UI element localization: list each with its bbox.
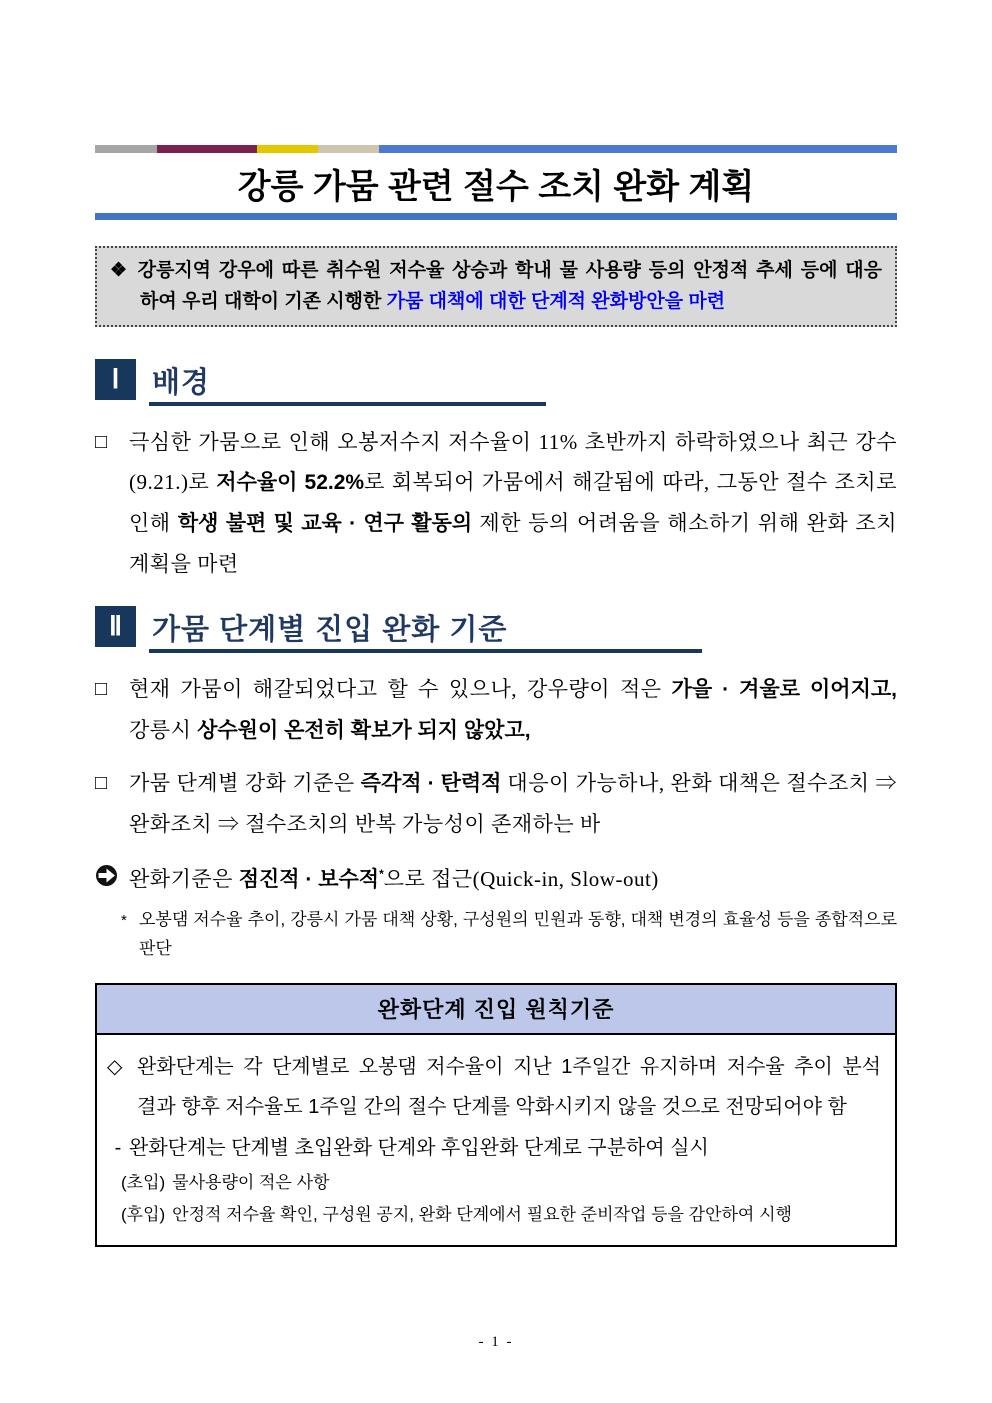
section-2-paragraph-1	[95, 669, 897, 751]
text-run: 점진적 · 보수적	[238, 868, 380, 891]
text-run: 가뭄 단계별 강화 기준은	[129, 771, 361, 795]
label-prefix: (초입)	[121, 1173, 166, 1192]
section-1-title: 배경	[149, 359, 546, 406]
principle-item-text: 완화단계는 단계별 초입완화 단계와 후입완화 단계로 구분하여 실시	[129, 1137, 709, 1159]
page-content	[95, 145, 897, 1247]
principle-item	[107, 1199, 881, 1231]
principle-box-header: 완화단계 진입 원칙기준	[97, 985, 895, 1035]
footnote-text: 오봉댐 저수율 추이, 강릉시 가뭄 대책 상황, 구성원의 민원과 동향, 대책 변경의 효율성 등을 종합적으로 판단	[139, 910, 897, 958]
principle-box	[95, 983, 897, 1247]
label-prefix: (후입)	[121, 1205, 166, 1224]
color-bar-segment	[379, 145, 897, 153]
text-run: 제한 등의 어려움을 해소하기 위해 완화 조치 계획을 마련	[129, 511, 897, 576]
principle-item	[107, 1167, 881, 1199]
text-run: 강릉시	[129, 718, 198, 742]
top-color-bar	[95, 145, 897, 153]
color-bar-segment	[95, 145, 157, 153]
text-run: 현재 가뭄이 해갈되었다고 할 수 있으나, 강우량이 적은	[129, 677, 672, 701]
principle-box-body	[97, 1035, 895, 1245]
square-bullet-icon: □	[95, 678, 108, 700]
section-2-heading	[95, 606, 897, 653]
summary-box	[95, 246, 897, 327]
title-underline	[95, 213, 897, 220]
section-2-paragraph-2	[95, 763, 897, 844]
diamond-bullet-icon: ❖	[110, 260, 130, 281]
color-bar-segment	[318, 145, 379, 153]
text-run: 대응이 가능하나, 완화 대책은 절수조치 ⇒ 완화조치 ⇒ 절수조치의 반복 가능성이 존재하는 바	[129, 771, 897, 836]
section-1-heading	[95, 359, 897, 406]
text-run: 극심한 가뭄으로 인해 오봉저수지 저수율이 11% 초반까지 하락하였으나 최근 강수(9.21.)로	[129, 430, 897, 494]
principle-item-text: 완화단계는 각 단계별로 오봉댐 저수율이 지난 1주일간 유지하며 저수율 추이 분석 결과 향후 저수율도 1주일 간의 절수 단계를 악화시키지 않을 것으로 전망되어야 함	[137, 1056, 881, 1118]
page-title: 강릉 가뭄 관련 절수 조치 완화 계획	[237, 168, 755, 206]
text-run: 으로 접근(Quick-in, Slow-out)	[383, 867, 659, 891]
text-run: 가을 · 겨울로 이어지고,	[671, 678, 897, 701]
dash-bullet-icon: -	[114, 1137, 122, 1159]
circle-arrow-icon	[95, 856, 129, 898]
section-2-title: 가뭄 단계별 진입 완화 기준	[149, 606, 702, 653]
principle-item-text: 안정적 저수율 확인, 구성원 공지, 완화 단계에서 필요한 준비작업 등을 감안하여 시행	[172, 1205, 792, 1224]
text-run: 즉각적 · 탄력적	[360, 772, 502, 795]
paragraph-text	[129, 669, 897, 751]
section-1-numeral: Ⅰ	[95, 359, 136, 400]
summary-runs	[138, 260, 882, 312]
paragraph-text	[129, 763, 897, 844]
section-1-paragraph	[95, 422, 897, 584]
text-run: *	[379, 867, 384, 881]
conclusion-text	[129, 856, 659, 898]
color-bar-segment	[257, 145, 318, 153]
principle-item	[107, 1047, 881, 1127]
section-2-numeral: Ⅱ	[95, 606, 136, 647]
footnote	[95, 905, 897, 963]
text-run: 로 회복되어 가뭄에서 해갈됨에 따라, 그동안 절수 조치로 인해	[129, 470, 898, 535]
text-run: 가뭄 대책에 대한 단계적 완화방안을 마련	[386, 291, 726, 312]
conclusion-line	[95, 856, 897, 898]
page-number: - 1 -	[478, 1334, 514, 1350]
color-bar-segment	[157, 145, 257, 153]
text-run: 저수율이 52.2%	[216, 471, 365, 494]
square-bullet-icon: □	[95, 431, 108, 453]
summary-text	[110, 255, 882, 317]
open-diamond-bullet-icon: ◇	[107, 1056, 123, 1078]
principle-item	[107, 1129, 881, 1167]
asterisk-icon: *	[121, 912, 127, 929]
text-run: 강릉지역 강우에 따른 취수원 저수율 상승과 학내 물 사용량 등의 안정적 추세 등에 대응 하여 우리 대학이 기존 시행한	[137, 260, 882, 312]
text-run: 학생 불편 및 교육 · 연구 활동의	[177, 512, 473, 535]
text-run: 완화기준은	[129, 867, 239, 891]
principle-item-text: 물사용량이 적은 사항	[172, 1173, 330, 1192]
paragraph-text	[129, 422, 897, 584]
square-bullet-icon: □	[95, 772, 108, 794]
text-run: 상수원이 온전히 확보가 되지 않았고,	[197, 719, 531, 742]
